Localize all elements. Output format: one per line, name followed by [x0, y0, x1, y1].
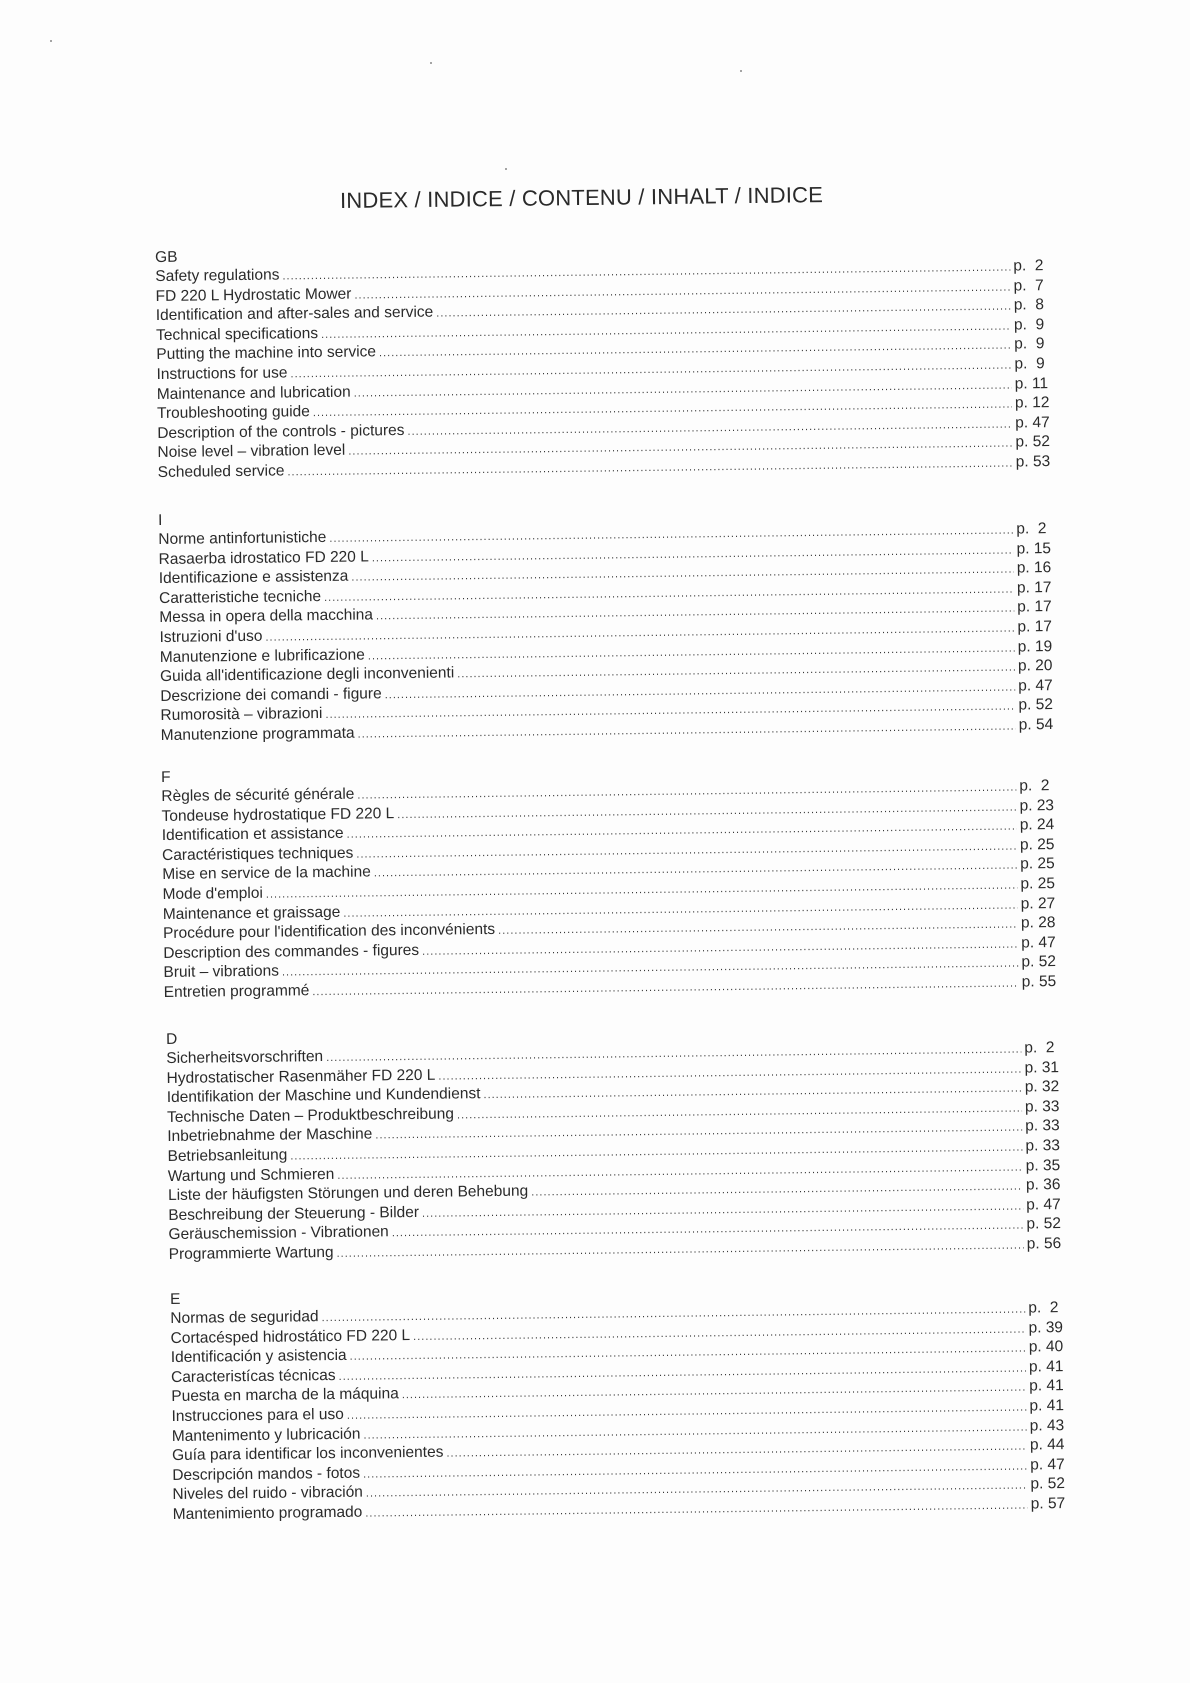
entry-page: p. 41 [1028, 1357, 1064, 1376]
entry-title: Manutenzione e lubrificazione [159, 646, 365, 666]
entry-title: Identification et assistance [161, 824, 344, 845]
entry-title: Geräuschemission - Vibrationen [168, 1223, 389, 1244]
entry-title: Inbetriebnahme der Maschine [167, 1125, 373, 1146]
entry-title: Safety regulations [155, 266, 280, 285]
entry-page: p. 28 [1020, 914, 1056, 932]
entry-title: Technical specifications [155, 324, 319, 344]
entry-page: p. 17 [1016, 578, 1052, 597]
entry-title: Wartung und Schmieren [167, 1165, 335, 1185]
entry-page: p. 47 [1026, 1195, 1061, 1214]
entry-page: p. 11 [1014, 374, 1049, 393]
entry-title: Messa in opera della macchina [159, 606, 374, 627]
entry-title: Liste der häufigsten Störungen und deren Behebung [167, 1182, 529, 1205]
section-code: F [161, 768, 171, 786]
entry-page: p. 8 [1013, 296, 1045, 314]
entry-title: Guida all'identificazione degli inconvenienti [159, 664, 455, 686]
scan-speck [740, 70, 742, 72]
entry-title: Mantenimiento programado [172, 1503, 363, 1523]
entry-page: p. 36 [1025, 1176, 1061, 1194]
entry-title: Manutenzione programmata [160, 724, 355, 744]
entry-page: p. 44 [1029, 1436, 1065, 1454]
entry-page: p. 15 [1016, 539, 1052, 558]
entry-title: Cortacésped hidrostático FD 220 L [170, 1326, 411, 1347]
entry-page: p. 52 [1030, 1475, 1066, 1493]
entry-page: p. 19 [1017, 637, 1053, 656]
entry-page: p. 16 [1016, 559, 1052, 577]
entry-page: p. 53 [1015, 453, 1051, 471]
scan-speck [430, 62, 432, 64]
entry-title: Identificación y asistencia [170, 1347, 347, 1367]
entry-title: Puesta en marcha de la máquina [171, 1385, 399, 1406]
index-title: INDEX / INDICE / CONTENU / INHALT / INDICE [339, 182, 824, 213]
entry-title: Sicherheitsvorschriften [166, 1048, 324, 1067]
entry-title: Troubleshooting guide [156, 403, 310, 423]
entry-page: p. 40 [1028, 1338, 1064, 1356]
entry-title: Programmierte Wartung [168, 1243, 334, 1263]
entry-page: p. 23 [1019, 796, 1055, 815]
entry-page: p. 2 [1016, 520, 1047, 538]
entry-title: Niveles del ruido - vibración [172, 1484, 363, 1504]
entry-title: Noise level – vibration level [157, 442, 346, 462]
section-code: D [166, 1030, 178, 1048]
entry-page: p. 25 [1019, 835, 1055, 854]
entry-title: Bruit – vibrations [163, 962, 280, 982]
entry-title: Mantenimento y lubricación [171, 1425, 361, 1445]
entry-title: Istruzioni d'uso [159, 627, 263, 646]
entry-title: Scheduled service [157, 462, 285, 481]
entry-page: p. 33 [1025, 1117, 1060, 1135]
entry-page: p. 47 [1015, 413, 1050, 432]
entry-title: Identificazione e assistenza [158, 567, 349, 588]
entry-title: Caractéristiques techniques [161, 844, 354, 864]
entry-title: Beschreibung der Steuerung - Bilder [168, 1203, 420, 1224]
entry-page: p. 2 [1019, 777, 1050, 795]
entry-title: Normas de seguridad [170, 1308, 319, 1327]
entry-page: p. 17 [1017, 618, 1053, 636]
entry-page: p. 12 [1014, 394, 1050, 412]
entry-title: Rasaerba idrostatico FD 220 L [158, 548, 369, 568]
entry-page: p. 47 [1030, 1455, 1065, 1474]
entry-title: Rumorosità – vibrazioni [160, 705, 323, 725]
entry-page: p. 2 [1024, 1039, 1055, 1057]
entry-title: Mode d'emploi [162, 884, 263, 903]
entry-page: p. 39 [1028, 1318, 1064, 1337]
entry-page: p. 43 [1029, 1416, 1065, 1435]
section-d [166, 1019, 1079, 1265]
entry-title: Caratteristiche tecniche [158, 587, 322, 607]
entry-page: p. 2 [1028, 1299, 1059, 1317]
entry-page: p. 17 [1017, 598, 1052, 616]
entry-page: p. 35 [1025, 1156, 1061, 1175]
section-i [158, 500, 1071, 746]
section-code: I [158, 511, 163, 529]
entry-page: p. 52 [1018, 696, 1054, 714]
scan-speck [505, 168, 507, 170]
entry-title: Norme antinfortunistiche [158, 528, 327, 548]
entry-page: p. 24 [1019, 816, 1055, 834]
entry-title: Hydrostatischer Rasenmäher FD 220 L [166, 1066, 436, 1087]
entry-page: p. 9 [1013, 315, 1045, 334]
entry-title: Tondeuse hydrostatique FD 220 L [161, 804, 395, 825]
entry-title: Instructions for use [156, 364, 288, 383]
entry-page: p. 9 [1014, 335, 1045, 353]
entry-page: p. 32 [1024, 1078, 1060, 1096]
entry-title: Maintenance et graissage [162, 903, 341, 923]
entry-title: Putting the machine into service [156, 343, 377, 364]
entry-title: Identification and after-sales and service [155, 303, 434, 325]
entry-title: Description of the controls - pictures [157, 421, 405, 442]
entry-page: p. 55 [1021, 973, 1057, 991]
entry-title: Description des commandes - figures [163, 941, 420, 962]
entry-title: Mise en service de la machine [162, 863, 371, 884]
entry-title: Identifikation der Maschine und Kundendienst [166, 1085, 481, 1107]
entry-page: p. 52 [1015, 433, 1051, 451]
scan-speck [50, 40, 52, 42]
entry-page: p. 2 [1013, 257, 1044, 275]
entry-page: p. 41 [1029, 1377, 1064, 1395]
entry-page: p. 20 [1017, 657, 1053, 675]
section-code: E [170, 1290, 181, 1308]
entry-page: p. 57 [1030, 1495, 1066, 1513]
entry-title: Maintenance and lubrication [156, 383, 351, 403]
section-code: GB [155, 248, 178, 266]
entry-page: p. 31 [1024, 1058, 1060, 1077]
entry-title: Betriebsanleitung [167, 1146, 288, 1165]
entry-title: Guía para identificar los inconvenientes [171, 1443, 444, 1465]
entry-page: p. 54 [1018, 716, 1054, 734]
section-f [161, 757, 1074, 1003]
entry-page: p. 9 [1014, 355, 1045, 373]
entry-title: FD 220 L Hydrostatic Mower [155, 285, 352, 305]
entry-title: Règles de sécurité générale [161, 785, 355, 805]
entry-page: p. 7 [1013, 276, 1044, 295]
entry-title: Descrizione dei comandi - figure [160, 685, 382, 705]
entry-page: p. 33 [1025, 1137, 1061, 1155]
entry-title: Procédure pour l'identification des inconvénients [162, 921, 496, 943]
entry-page: p. 25 [1020, 875, 1056, 893]
entry-page: p. 47 [1021, 933, 1056, 952]
entry-page: p. 25 [1020, 855, 1055, 873]
entry-title: Caracteristícas técnicas [170, 1366, 336, 1386]
entry-page: p. 52 [1021, 953, 1057, 971]
entry-title: Descripción mandos - fotos [172, 1464, 361, 1484]
entry-page: p. 33 [1024, 1097, 1060, 1116]
entry-title: Instrucciones para el uso [171, 1405, 344, 1425]
entry-title: Technische Daten – Produktbeschreibung [166, 1105, 455, 1126]
section-gb [155, 237, 1068, 483]
section-e [170, 1279, 1083, 1525]
entry-page: p. 56 [1026, 1235, 1062, 1253]
entry-page: p. 27 [1020, 894, 1056, 913]
entry-page: p. 47 [1018, 676, 1053, 695]
entry-title: Entretien programmé [163, 982, 310, 1001]
entry-page: p. 41 [1029, 1397, 1065, 1415]
entry-page: p. 52 [1026, 1215, 1062, 1233]
